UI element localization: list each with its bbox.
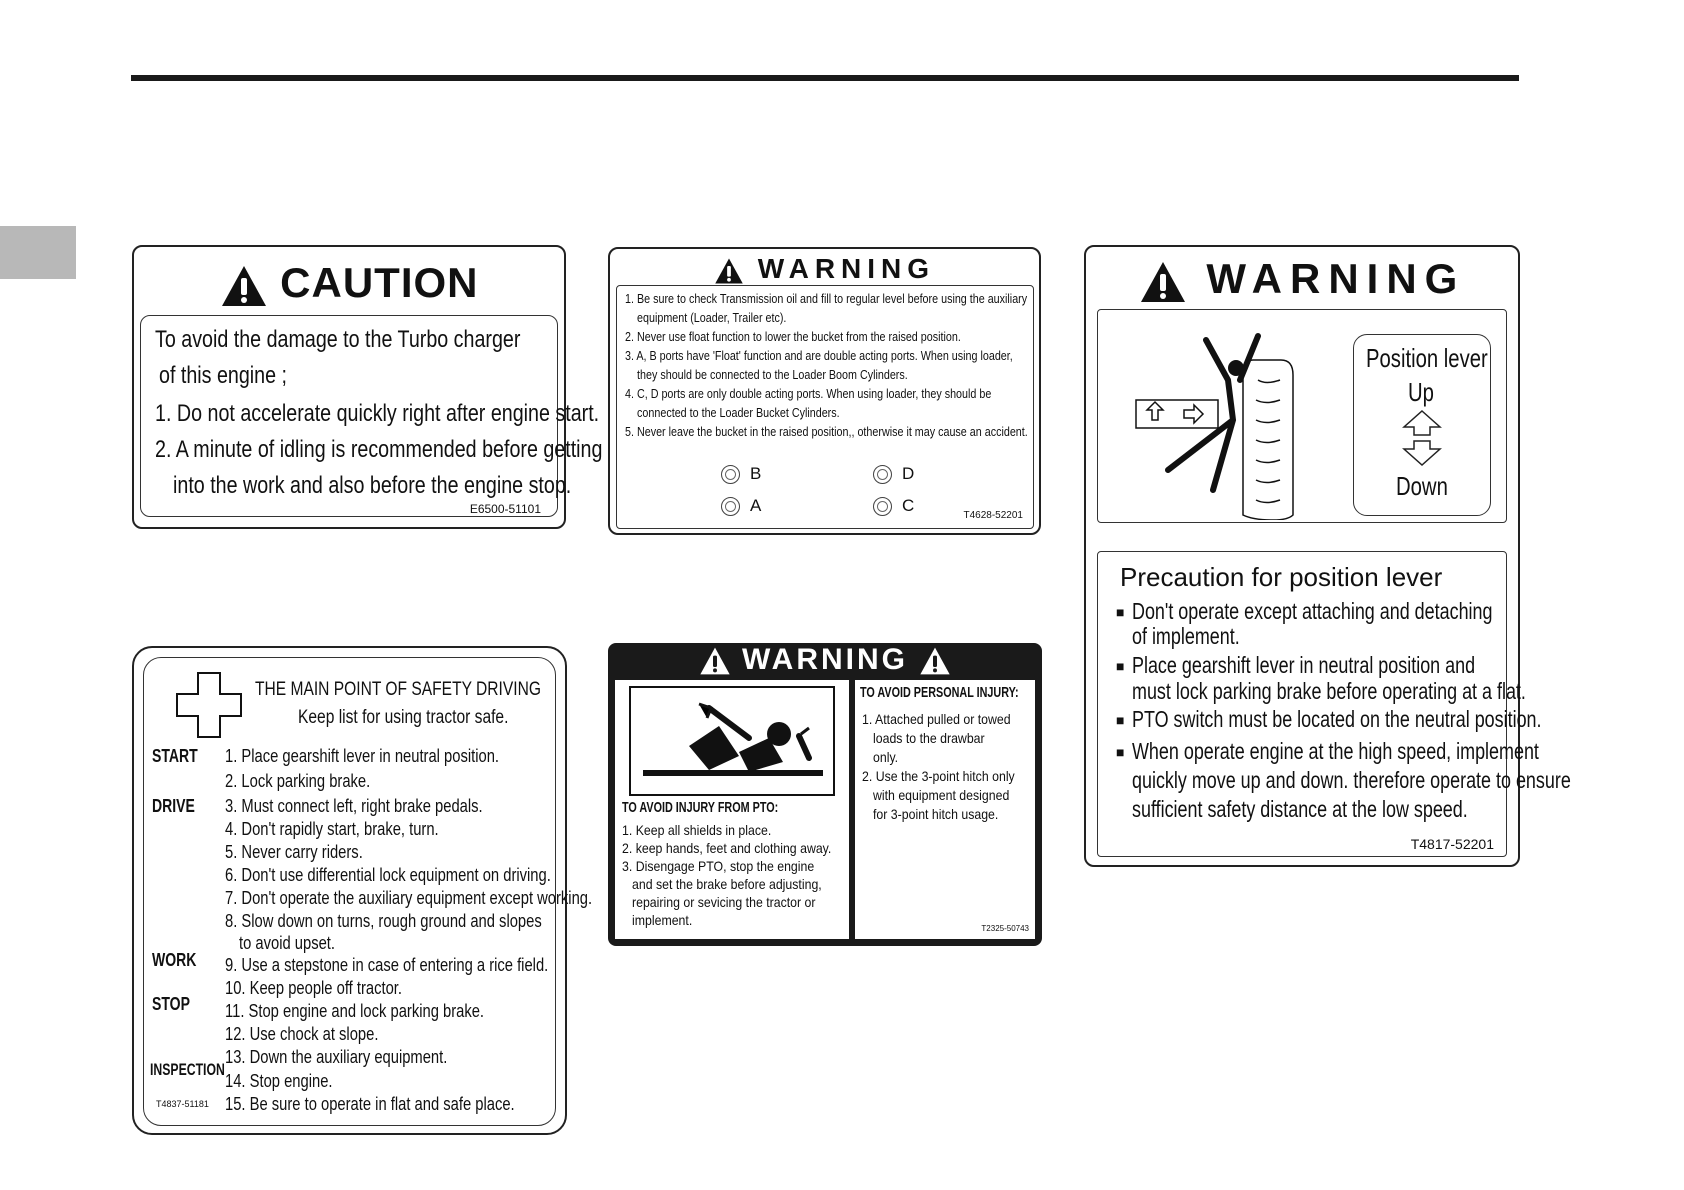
- lever-warning-header: [1086, 255, 1518, 305]
- loader-warning-header: [610, 253, 1039, 285]
- port-c: C: [873, 496, 914, 516]
- list-item: 2. Use the 3-point hitch only: [862, 768, 1015, 784]
- pto-warning-title: WARNING: [742, 643, 908, 676]
- list-item: 1. Attached pulled or towed: [862, 711, 1011, 727]
- bullet-icon: ■: [1116, 744, 1125, 760]
- list-item: with equipment designed: [873, 787, 1010, 803]
- loader-warning-label: [608, 247, 1041, 535]
- list-item: 1. Keep all shields in place.: [622, 822, 772, 838]
- caution-line: of this engine ;: [159, 362, 288, 389]
- list-item: and set the brake before adjusting,: [632, 876, 822, 892]
- list-item: 1. Be sure to check Transmission oil and fill to regular level before using the auxiliary: [625, 292, 1028, 306]
- list-item: implement.: [632, 912, 693, 928]
- list-item: 5. Never carry riders.: [225, 842, 363, 862]
- port-circle-icon: [873, 465, 892, 484]
- pto-warning-label: [608, 643, 1042, 946]
- section-tab: [0, 226, 76, 279]
- label-code: T4817-52201: [1410, 836, 1494, 852]
- precaution-panel: [1097, 551, 1571, 857]
- lever-up-label: Up: [1408, 377, 1434, 407]
- list-item: connected to the Loader Bucket Cylinders.: [637, 406, 840, 420]
- warning-triangle-icon: [220, 264, 268, 308]
- list-item: 3. Must connect left, right brake pedals.: [225, 796, 483, 816]
- precaution-line: PTO switch must be located on the neutral position.: [1132, 706, 1542, 732]
- safety-subtitle: Keep list for using tractor safe.: [298, 707, 509, 728]
- list-item: 2. keep hands, feet and clothing away.: [622, 840, 832, 856]
- caution-line: 1. Do not accelerate quickly right after engine start.: [155, 400, 600, 427]
- precaution-line: must lock parking brake before operating at a flat.: [1132, 678, 1526, 704]
- safety-title: THE MAIN POINT OF SAFETY DRIVING: [255, 679, 541, 700]
- list-item: 14. Stop engine.: [225, 1071, 333, 1091]
- list-item: 3. Disengage PTO, stop the engine: [622, 858, 815, 874]
- label-code: T4628-52201: [963, 510, 1023, 521]
- list-item: 1. Place gearshift lever in neutral position.: [225, 746, 500, 766]
- list-item: 5. Never leave the bucket in the raised position,, otherwise it may cause an accident.: [625, 425, 1028, 439]
- bullet-icon: ■: [1116, 658, 1125, 674]
- safety-driving-body: [143, 657, 593, 1126]
- loader-warning-body: [616, 285, 1034, 529]
- caution-header: [134, 259, 564, 308]
- precaution-line: quickly move up and down. therefore operate to ensure: [1132, 767, 1571, 793]
- caution-line: into the work and also before the engine stop.: [173, 472, 572, 499]
- warning-triangle-icon: [714, 257, 744, 285]
- loader-warning-title: WARNING: [757, 253, 936, 284]
- section-inspection: INSPECTION: [150, 1060, 225, 1079]
- safety-driving-label: [132, 646, 593, 1135]
- caution-line: 2. A minute of idling is recommended before getting: [155, 436, 603, 463]
- section-start: START: [152, 746, 198, 766]
- list-item: they should be connected to the Loader Boom Cylinders.: [637, 368, 908, 382]
- section-work: WORK: [152, 950, 197, 970]
- list-item: only.: [873, 749, 899, 765]
- list-item: 2. Lock parking brake.: [225, 771, 371, 791]
- caution-title: CAUTION: [280, 259, 479, 306]
- list-item: 3. A, B ports have 'Float' function and are double acting ports. When using loader,: [625, 349, 1013, 363]
- up-down-arrows-icon: [1402, 409, 1442, 467]
- precaution-line: sufficient safety distance at the low speed.: [1132, 796, 1468, 822]
- pto-warning-header: [608, 643, 1042, 677]
- precaution-title: Precaution for position lever: [1120, 562, 1443, 592]
- caution-label: [132, 245, 603, 529]
- warning-triangle-icon: [1139, 259, 1187, 305]
- list-item: 15. Be sure to operate in flat and safe place.: [225, 1094, 515, 1114]
- port-d: D: [873, 464, 914, 484]
- list-item: 4. Don't rapidly start, brake, turn.: [225, 819, 439, 839]
- port-b: B: [721, 464, 761, 484]
- lever-warning-title: WARNING: [1206, 255, 1466, 302]
- bullet-icon: ■: [1116, 712, 1125, 728]
- pto-right-panel: [855, 680, 1035, 939]
- list-item: 7. Don't operate the auxiliary equipment except working.: [225, 888, 593, 908]
- label-code: T4837-51181: [156, 1099, 209, 1109]
- header-rule: [131, 75, 1519, 81]
- caution-body: [140, 315, 603, 517]
- loader-warning-list: [625, 290, 1093, 442]
- caution-line: To avoid the damage to the Turbo charger: [155, 326, 521, 353]
- list-item: 13. Down the auxiliary equipment.: [225, 1047, 448, 1067]
- precaution-line: Place gearshift lever in neutral position and: [1132, 652, 1476, 678]
- pto-heading: TO AVOID INJURY FROM PTO:: [622, 799, 779, 816]
- list-item: 4. C, D ports are only double acting ports. When using loader, they should be: [625, 387, 992, 401]
- list-item: repairing or sevicing the tractor or: [632, 894, 816, 910]
- port-circle-icon: [721, 465, 740, 484]
- port-a: A: [721, 496, 761, 516]
- precaution-line: of implement.: [1132, 623, 1240, 649]
- section-drive: DRIVE: [152, 796, 195, 816]
- list-item: to avoid upset.: [239, 933, 336, 953]
- precaution-line: Don't operate except attaching and detaching: [1132, 598, 1493, 624]
- list-item: 6. Don't use differential lock equipment on driving.: [225, 865, 551, 885]
- bullet-icon: ■: [1116, 604, 1125, 620]
- warning-triangle-icon: [919, 646, 951, 676]
- label-code: T2325-50743: [981, 924, 1029, 933]
- list-item: 10. Keep people off tractor.: [225, 978, 402, 998]
- crush-hazard-pictogram: [1128, 320, 1328, 520]
- pto-left-panel: [615, 680, 849, 939]
- lever-title: Position lever: [1366, 343, 1488, 373]
- list-item: for 3-point hitch usage.: [873, 806, 999, 822]
- port-circle-icon: [873, 497, 892, 516]
- cross-icon: [176, 672, 242, 738]
- list-item: equipment (Loader, Trailer etc).: [637, 311, 787, 325]
- lever-down-label: Down: [1396, 471, 1448, 501]
- position-lever-box: [1353, 334, 1491, 516]
- precaution-line: When operate engine at the high speed, implement: [1132, 738, 1539, 764]
- warning-triangle-icon: [699, 646, 731, 676]
- lever-pictogram-panel: [1097, 309, 1507, 523]
- list-item: 2. Never use float function to lower the bucket from the raised position.: [625, 330, 961, 344]
- pto-entanglement-pictogram: [629, 686, 835, 796]
- lever-warning-label: [1084, 245, 1571, 867]
- list-item: 11. Stop engine and lock parking brake.: [225, 1001, 485, 1021]
- section-stop: STOP: [152, 994, 190, 1014]
- port-circle-icon: [721, 497, 740, 516]
- list-item: 9. Use a stepstone in case of entering a rice field.: [225, 955, 549, 975]
- list-item: 12. Use chock at slope.: [225, 1024, 379, 1044]
- personal-injury-heading: TO AVOID PERSONAL INJURY:: [860, 684, 1019, 701]
- list-item: 8. Slow down on turns, rough ground and slopes: [225, 911, 542, 931]
- list-item: loads to the drawbar: [873, 730, 985, 746]
- label-code: E6500-51101: [469, 502, 541, 516]
